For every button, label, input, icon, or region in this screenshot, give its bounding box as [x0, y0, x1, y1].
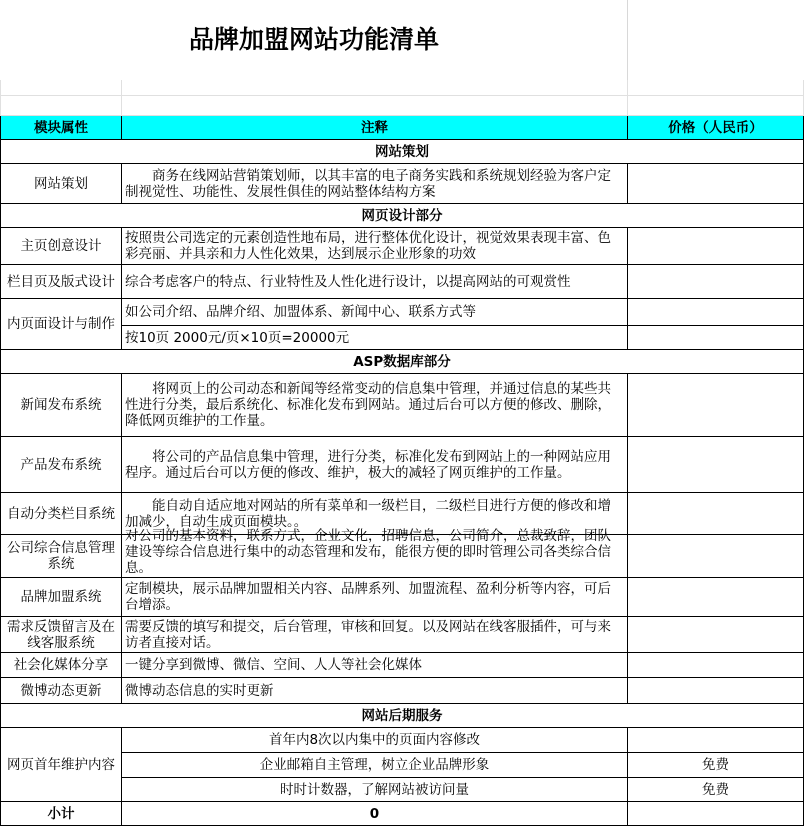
header-row [1, 116, 804, 140]
row-note: 将网页上的公司动态和新闻等经常变动的信息集中管理，并通过信息的某些共性进行分类，最后系统化、标准化发布到网站。通过后台可以方便的修改、删除，降低网页维护的工作量。 [122, 374, 628, 437]
table-row [1, 535, 804, 578]
table-row [1, 617, 804, 653]
table-row [1, 678, 804, 704]
row-note: 时时计数器，了解网站被访问量 [122, 778, 628, 802]
row-note: 对公司的基本资料，联系方式，企业文化，招聘信息，公司简介，总裁致辞，团队建设等综合信息进行集中的动态管理和发布，能很方便的即时管理公司各类综合信息。 [125, 528, 611, 576]
row-price: 免费 [628, 778, 804, 802]
row-name: 公司综合信息管理系统 [1, 535, 122, 578]
row-name: 网站策划 [1, 164, 122, 204]
table-row [1, 228, 804, 265]
row-note: 按10页 2000元/页×10页=20000元 [122, 326, 628, 350]
table-row [1, 374, 804, 437]
table-row [1, 753, 804, 778]
table-row [1, 265, 804, 299]
table-row [1, 778, 804, 802]
row-name: 新闻发布系统 [1, 374, 122, 437]
title-row [1, 1, 804, 80]
row-note: 首年内8次以内集中的页面内容修改 [122, 728, 628, 753]
section-design [1, 204, 804, 228]
section-title: 网站策划 [1, 140, 804, 164]
total-row [1, 802, 804, 826]
row-name: 主页创意设计 [1, 228, 122, 265]
table-row [1, 326, 804, 350]
table-row [1, 653, 804, 678]
row-note: 综合考虑客户的特点、行业特性及人性化进行设计，以提高网站的可观赏性 [122, 265, 628, 299]
row-name: 微博动态更新 [1, 678, 122, 704]
sheet-title: 品牌加盟网站功能清单 [1, 1, 628, 80]
header-note: 注释 [122, 116, 628, 140]
row-name: 品牌加盟系统 [1, 578, 122, 617]
row-note: 一键分享到微博、微信、空间、人人等社会化媒体 [122, 653, 628, 678]
header-price: 价格（人民币） [628, 116, 804, 140]
row-name: 栏目页及版式设计 [1, 265, 122, 299]
header-module: 模块属性 [1, 116, 122, 140]
row-note: 需要反馈的填写和提交，后台管理，审核和回复。以及网站在线客服插件，可与来访者直接对话。 [122, 617, 628, 653]
section-asp [1, 350, 804, 374]
row-name: 内页面设计与制作 [1, 299, 122, 350]
row-price: 免费 [628, 753, 804, 778]
row-note: 微博动态信息的实时更新 [122, 678, 628, 704]
table-row [1, 299, 804, 326]
table-row [1, 437, 804, 493]
total-label: 小计 [1, 802, 122, 826]
row-name: 产品发布系统 [1, 437, 122, 493]
table-row [1, 578, 804, 617]
table-row [1, 164, 804, 204]
section-planning [1, 140, 804, 164]
row-note: 企业邮箱自主管理，树立企业品牌形象 [122, 753, 628, 778]
section-service [1, 704, 804, 728]
row-price [628, 728, 804, 753]
row-name: 社会化媒体分享 [1, 653, 122, 678]
section-title: 网页设计部分 [1, 204, 804, 228]
total-value: 0 [122, 802, 628, 826]
table-row [1, 728, 804, 753]
row-note: 将公司的产品信息集中管理，进行分类，标准化发布到网站上的一种网站应用程序。通过后台可以方便的修改、维护，极大的减轻了网页维护的工作量。 [122, 437, 628, 493]
row-name: 自动分类栏目系统 [1, 493, 122, 535]
section-title: ASP数据库部分 [1, 350, 804, 374]
row-note: 定制模块，展示品牌加盟相关内容、品牌系列、加盟流程、盈利分析等内容，可后台增添。 [122, 578, 628, 617]
blank-row [1, 80, 804, 96]
blank-row [1, 96, 804, 116]
row-note: 按照贵公司选定的元素创造性地布局，进行整体优化设计，视觉效果表现丰富、色彩亮丽、并具亲和力人性化效果，达到展示企业形象的功效 [122, 228, 628, 265]
row-name: 需求反馈留言及在线客服系统 [1, 617, 122, 653]
row-note: 能自动自适应地对网站的所有菜单和一级栏目，二级栏目进行方便的修改和增加减少，自动生成页面模块。。 [122, 493, 628, 535]
row-note: 商务在线网站营销策划师，以其丰富的电子商务实践和系统规划经验为客户定制视觉性、功能性、发展性俱佳的网站整体结构方案 [122, 164, 628, 204]
section-title: 网站后期服务 [1, 704, 804, 728]
row-note: 如公司介绍、品牌介绍、加盟体系、新闻中心、联系方式等 [122, 299, 628, 326]
row-name: 网页首年维护内容 [1, 728, 122, 802]
